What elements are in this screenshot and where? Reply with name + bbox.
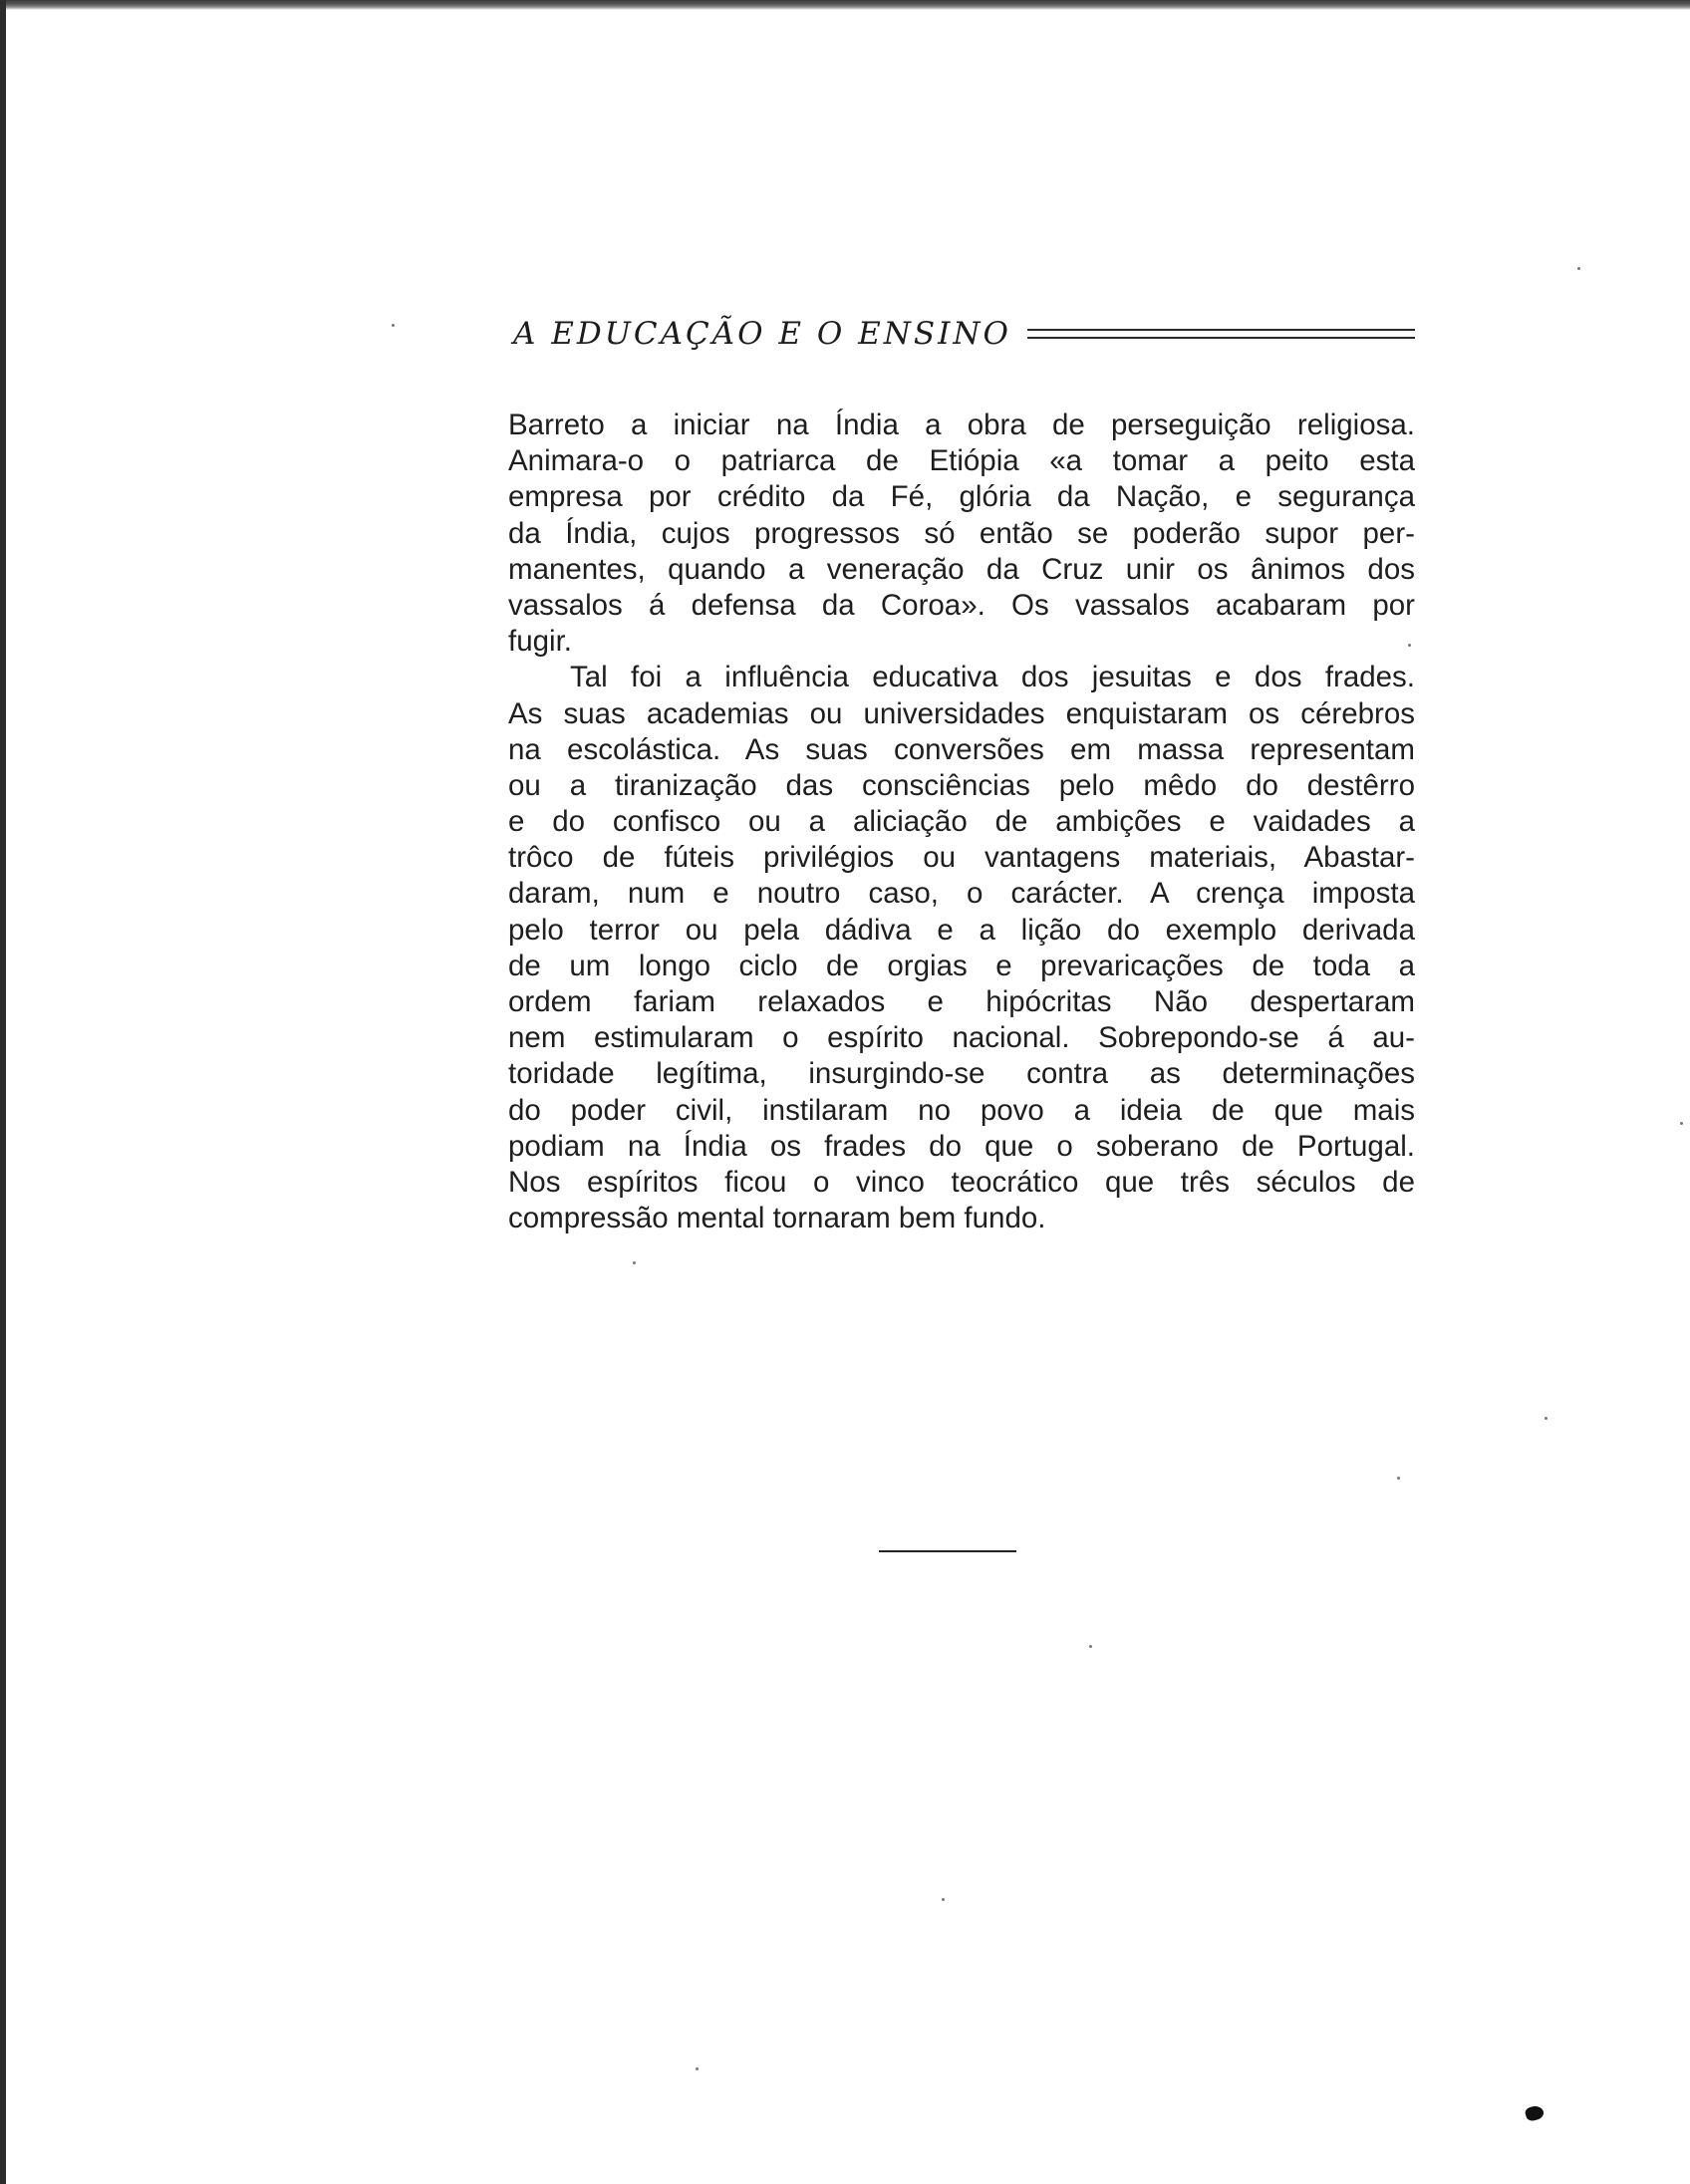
text-line: da Índia, cujos progressos só então se poderão supor per-	[508, 516, 1415, 550]
text-line: pelo terror ou pela dádiva e a lição do exemplo derivada	[508, 913, 1415, 947]
scan-speck	[1545, 1417, 1548, 1420]
text-line: Animara-o o patriarca de Etiópia «a tomar a peito esta	[508, 444, 1415, 478]
text-line: e do confisco ou a aliciação de ambições e vaidades a	[508, 805, 1415, 839]
scan-speck	[633, 1261, 636, 1264]
text-line: vassalos á defensa da Coroa». Os vassalos acabaram por	[508, 588, 1415, 622]
text-line: Barreto a iniciar na Índia a obra de perseguição religiosa.	[508, 409, 1415, 441]
running-header-title: A EDUCAÇÃO E O ENSINO	[513, 316, 1011, 352]
body-text	[508, 408, 1415, 1236]
text-line: ou a tiranização das consciências pelo mêdo do destêrro	[508, 768, 1415, 802]
ink-blot	[1524, 2104, 1545, 2122]
text-line: na escolástica. As suas conversões em massa representam	[508, 732, 1415, 766]
text-line: fugir.	[508, 625, 572, 659]
text-line: de um longo ciclo de orgias e prevaricações de toda a	[508, 949, 1415, 982]
text-line: daram, num e noutro caso, o carácter. A crença imposta	[508, 877, 1415, 911]
scan-speck	[942, 1898, 945, 1901]
scan-speck	[1408, 644, 1411, 647]
scan-top-border	[0, 0, 1690, 10]
scan-speck	[392, 324, 395, 327]
text-line: trôco de fúteis privilégios ou vantagens materiais, Abastar-	[508, 841, 1415, 875]
text-line: manentes, quando a veneração da Cruz unir os ânimos dos	[508, 552, 1415, 586]
text-line: Tal foi a influência educativa dos jesuitas e dos frades.	[570, 661, 1415, 694]
scan-speck	[1577, 267, 1580, 270]
scan-left-border	[0, 0, 6, 2184]
end-of-section-rule	[879, 1550, 1016, 1552]
scan-speck	[1089, 1645, 1092, 1648]
text-line: As suas academias ou universidades enquistaram os cérebros	[508, 696, 1415, 730]
scan-speck	[696, 2067, 699, 2070]
text-line: ordem fariam relaxados e hipócritas Não despertaram	[508, 985, 1415, 1018]
text-line: toridade legítima, insurgindo-se contra as determinações	[508, 1057, 1415, 1091]
scan-speck	[1680, 1122, 1683, 1125]
text-line: Nos espíritos ficou o vinco teocrático que três séculos de	[508, 1165, 1415, 1199]
text-line: empresa por crédito da Fé, glória da Nação, e segurança	[508, 480, 1415, 514]
text-line: compressão mental tornaram bem fundo.	[508, 1202, 1046, 1235]
text-line: nem estimularam o espírito nacional. Sobrepondo-se á au-	[508, 1021, 1415, 1055]
header-double-rule	[1027, 329, 1415, 339]
text-line: podiam na Índia os frades do que o soberano de Portugal.	[508, 1129, 1415, 1163]
text-line: do poder civil, instilaram no povo a ideia de que mais	[508, 1093, 1415, 1127]
running-header	[513, 312, 1415, 356]
scan-speck	[1397, 1477, 1400, 1480]
